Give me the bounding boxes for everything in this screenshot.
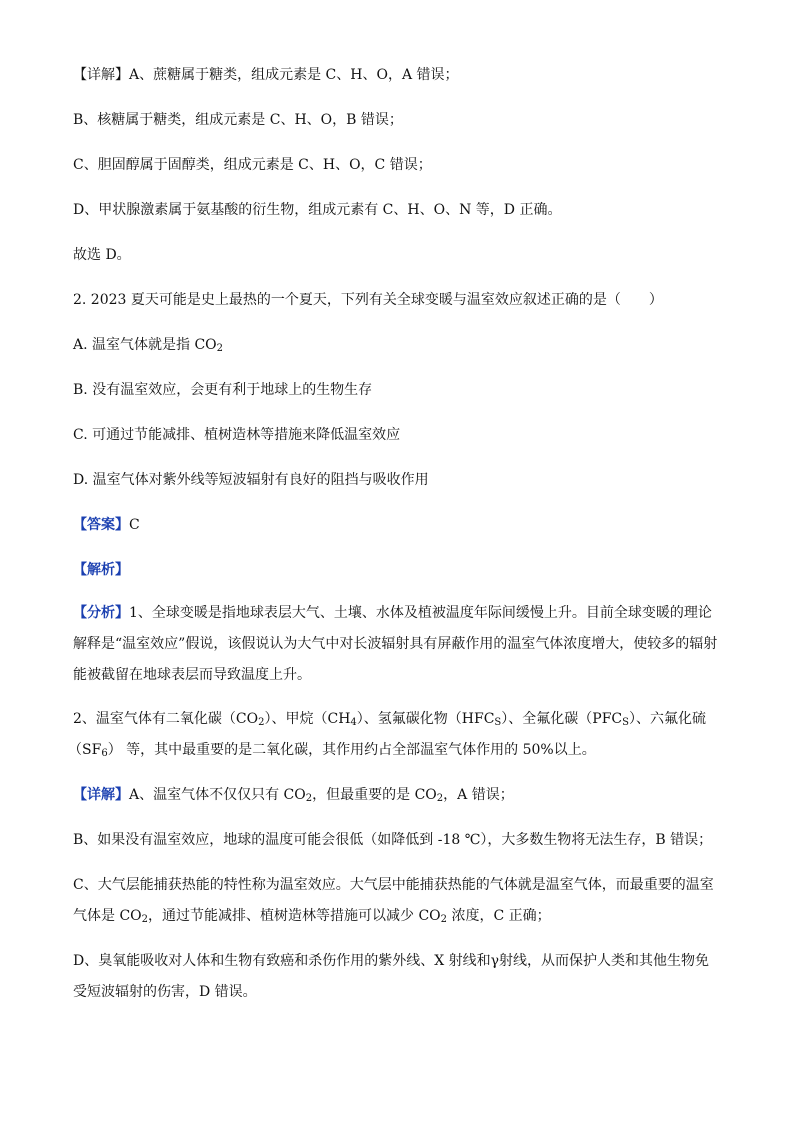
- subscript: 6: [101, 748, 108, 759]
- detail-c-line-1: [73, 874, 723, 896]
- analysis-heading: [73, 559, 723, 581]
- text-fragment: 气体是 CO: [73, 908, 142, 924]
- text-fragment: ）、六氟化硫: [629, 711, 706, 727]
- option-b: [73, 379, 723, 401]
- detail-d-line-2: [73, 981, 723, 1003]
- text-fragment: ）、全氟化碳（PFC: [501, 711, 623, 727]
- option-c: [73, 424, 723, 446]
- text-fragment: A、温室气体不仅仅只有 CO: [129, 787, 306, 803]
- option-a: [73, 334, 723, 360]
- line-text: 【详解】A、蔗糖属于糖类，组成元素是 C、H、O，A 错误；: [73, 67, 459, 83]
- subscript: 2: [216, 343, 224, 354]
- detail-c-line-2: [73, 905, 723, 931]
- option-d: [73, 469, 723, 491]
- answer-tag: 【答案】: [73, 517, 129, 533]
- analysis-paragraph-2-line-2: [68, 739, 718, 765]
- option-b-text: B. 没有温室效应，会更有利于地球上的生物生存: [73, 382, 373, 398]
- subscript: S: [494, 717, 502, 728]
- answer-value: C: [129, 517, 140, 533]
- question-stem-text: 2. 2023 夏天可能是史上最热的一个夏天，下列有关全球变暖与温室效应叙述正确的是（ ）: [73, 292, 663, 308]
- detail-line-a: [73, 64, 723, 86]
- text-fragment: B、如果没有温室效应，地球的温度可能会很低（如降低到 -18 ℃），大多数生物将无法生存，B 错误；: [73, 832, 713, 848]
- text-fragment: ，A 错误；: [443, 787, 514, 803]
- text-fragment: 2、温室气体有二氧化碳（CO: [73, 711, 259, 727]
- text-fragment: C、大气层能捕获热能的特性称为温室效应。大气层中能捕获热能的气体就是温室气体，而最重要的温室: [73, 877, 714, 893]
- line-text: C、胆固醇属于固醇类，组成元素是 C、H、O，C 错误；: [73, 157, 432, 173]
- detail-line-b: [73, 109, 723, 131]
- detail-a: [73, 784, 723, 810]
- line-text: B、核糖属于糖类，组成元素是 C、H、O，B 错误；: [73, 112, 403, 128]
- subscript: S: [622, 717, 629, 728]
- text-fragment: ）、氢氟碳化物（HFC: [356, 711, 495, 727]
- analysis-paragraph-2-line-1: [73, 708, 723, 734]
- text-fragment: （SF: [68, 742, 102, 758]
- detail-d-line-1: [73, 950, 723, 972]
- text-fragment: ，但最重要的是 CO: [312, 787, 437, 803]
- subscript: 2: [436, 793, 444, 804]
- text-fragment: ，通过节能减排、植树造林等措施可以减少 CO: [148, 908, 441, 924]
- question-stem: [73, 289, 723, 311]
- line-text: D、甲状腺激素属于氨基酸的衍生物，组成元素有 C、H、O、N 等，D 正确。: [73, 202, 562, 218]
- text-fragment: D、臭氧能吸收对人体和生物有致癌和杀伤作用的紫外线、X 射线和γ射线，从而保护人类和其他生物免: [73, 953, 710, 969]
- analysis-sub-tag: 【分析】: [73, 605, 129, 621]
- text-fragment: ）、甲烷（CH: [264, 711, 351, 727]
- subscript: 2: [141, 914, 149, 925]
- detail-tag: 【详解】: [73, 787, 129, 803]
- detail-line-d: [73, 199, 723, 221]
- answer-line: [73, 514, 723, 536]
- detail-b: [73, 829, 723, 851]
- analysis-p1-text: 1、全球变暖是指地球表层大气、土壤、水体及植被温度年际间缓慢上升。目前全球变暖的理论解释是“温室效应”假说，该假说认为大气中对长波辐射具有屏蔽作用的温室气体浓度增大，使较多的辐射能被截留在地球表层而导致温度上升。: [73, 605, 718, 683]
- line-text: 故选 D。: [73, 247, 131, 263]
- analysis-tag: 【解析】: [73, 562, 129, 578]
- option-c-text: C. 可通过节能减排、植树造林等措施来降低温室效应: [73, 427, 401, 443]
- analysis-paragraph-1: [73, 598, 723, 691]
- text-fragment: 浓度，C 正确；: [447, 908, 551, 924]
- conclusion-line: [73, 244, 723, 266]
- subscript: 4: [350, 717, 357, 728]
- text-fragment: 受短波辐射的伤害，D 错误。: [73, 984, 257, 1000]
- subscript: 2: [440, 914, 448, 925]
- subscript: 2: [258, 717, 265, 728]
- subscript: 2: [305, 793, 313, 804]
- text-fragment: ） 等，其中最重要的是二氧化碳，其作用约占全部温室气体作用的 50%以上。: [107, 742, 596, 758]
- option-d-text: D. 温室气体对紫外线等短波辐射有良好的阻挡与吸收作用: [73, 472, 429, 488]
- option-a-text: A. 温室气体就是指 CO: [73, 337, 217, 353]
- detail-line-c: [73, 154, 723, 176]
